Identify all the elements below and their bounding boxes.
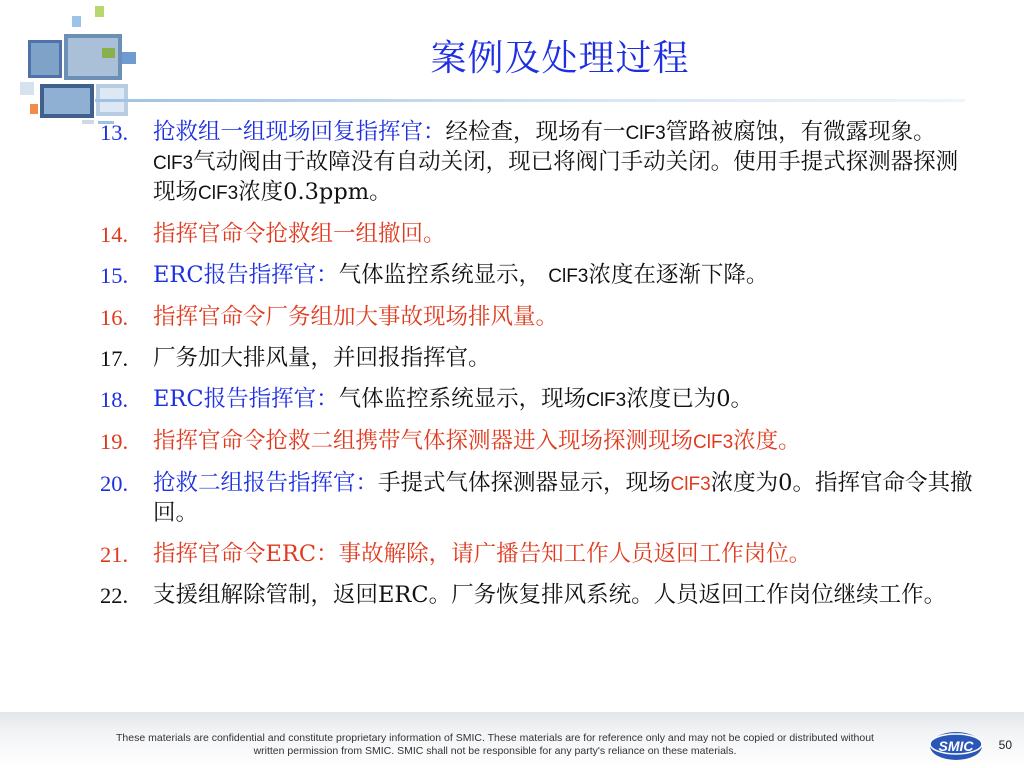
item-text-segment: 浓度为0。指挥官命令其撤回。 (153, 470, 973, 526)
list-item (100, 220, 980, 249)
item-text (153, 303, 980, 332)
item-number: 16. (100, 305, 129, 330)
item-number: 18. (100, 387, 129, 412)
confidentiality-line-2: written permission from SMIC. SMIC shall not be responsible for any party's reliance on these materials. (253, 745, 737, 757)
item-text-segment: 厂务加大排风量，并回报指挥官。 (153, 345, 491, 371)
list-item (100, 427, 980, 457)
confidentiality-line-1: These materials are confidential and constitute proprietary information of SMIC. These materials are for reference only and may not be copied or distributed without (116, 732, 874, 744)
item-text-segment: ClF3 (625, 123, 666, 144)
item-number: 15. (100, 263, 129, 288)
item-number: 19. (100, 429, 129, 454)
item-text (153, 220, 980, 249)
decorative-photo-collage (0, 0, 150, 125)
item-text (153, 540, 980, 569)
list-item (100, 261, 980, 291)
item-text-segment: 抢救组一组现场回复指挥官： (153, 119, 446, 145)
item-text-segment: ERC报告指挥官： (153, 262, 339, 288)
item-text-segment: ClF3 (670, 474, 711, 495)
item-number: 14. (100, 222, 129, 247)
item-text-segment: ClF3 (548, 266, 589, 287)
item-text-segment: ClF3 (586, 390, 627, 411)
item-text-segment: ClF3 (693, 432, 734, 453)
page-number: 50 (998, 738, 1012, 752)
procedure-list (100, 118, 980, 622)
item-text-segment: 指挥官命令ERC：事故解除，请广播告知工作人员返回工作岗位。 (153, 541, 812, 567)
item-text-segment: ClF3 (153, 153, 194, 174)
item-text (153, 469, 980, 528)
list-item (100, 469, 980, 528)
list-item (100, 118, 980, 208)
item-text-segment: 经检查，现场有一 (445, 119, 626, 145)
item-text (153, 427, 980, 457)
list-item (100, 344, 980, 373)
smic-logo-text: SMIC (938, 738, 974, 754)
item-text-segment: 浓度在逐渐下降。 (588, 262, 769, 288)
item-text-segment: ERC报告指挥官： (153, 386, 339, 412)
item-text-segment: 指挥官命令抢救二组携带气体探测器进入现场探测现场 (153, 428, 694, 454)
item-text-segment: 浓度已为0。 (626, 386, 754, 412)
item-text (153, 118, 980, 208)
list-item (100, 540, 980, 569)
item-number: 17. (100, 346, 129, 371)
item-text (153, 385, 980, 415)
item-text-segment: 抢救二组报告指挥官： (153, 470, 379, 496)
item-text-segment: ClF3 (198, 183, 239, 204)
item-text-segment: 浓度0.3ppm。 (238, 179, 392, 205)
item-number: 21. (100, 542, 129, 567)
smic-logo (928, 726, 984, 764)
item-text-segment: 手提式气体探测器显示，现场 (378, 470, 671, 496)
list-item (100, 385, 980, 415)
item-text (153, 344, 980, 373)
item-number: 13. (100, 120, 129, 145)
slide-title: 案例及处理过程 (430, 38, 690, 79)
item-text-segment: 浓度。 (733, 428, 801, 454)
item-text-segment: 气体监控系统显示， (338, 262, 549, 288)
item-number: 20. (100, 471, 129, 496)
item-text-segment: 指挥官命令厂务组加大事故现场排风量。 (153, 304, 559, 330)
item-text-segment: 管路被腐蚀，有微露现象。 (665, 119, 936, 145)
list-item (100, 303, 980, 332)
item-text-segment: 气动阀由于故障没有自动关闭，现已将阀门手动关闭。使用手提式探测器探测现场 (153, 149, 959, 205)
item-number: 22. (100, 583, 129, 608)
title-underline (95, 99, 965, 102)
item-text (153, 261, 980, 291)
item-text-segment: 支援组解除管制，返回ERC。厂务恢复排风系统。人员返回工作岗位继续工作。 (153, 582, 947, 608)
item-text-segment: 气体监控系统显示，现场 (338, 386, 587, 412)
item-text (153, 581, 980, 610)
list-item (100, 581, 980, 610)
confidentiality-notice (60, 732, 930, 758)
item-text-segment: 指挥官命令抢救组一组撤回。 (153, 221, 446, 247)
